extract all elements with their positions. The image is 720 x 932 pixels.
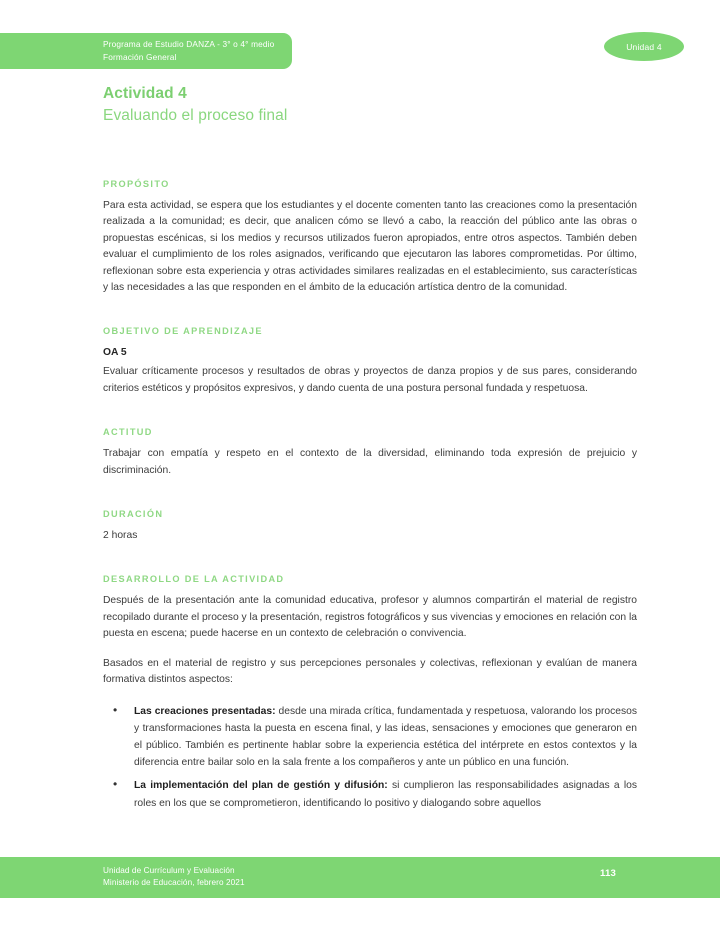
page-title: Actividad 4 <box>103 85 187 102</box>
bullet-text: desde una mirada crítica, fundamentada y respetuosa, valorando los procesos y transformaciones hasta la puesta en escena final, y las ideas, sensaciones y emociones que generaron en el público. También es pertinente hablar sobre la experiencia estética del intérprete en estos contextos y la diferencia entre bailar solo en la sala frente a los compañeros y ante un público en una función. <box>134 705 637 769</box>
duracion-body: 2 horas <box>103 530 138 542</box>
section-heading-duracion: DURACIÓN <box>103 509 164 520</box>
bullet-text: si cumplieron las responsabilidades asignadas a los roles en los que se comprometieron, identificando lo positivo y dialogando sobre aquellos <box>134 780 637 809</box>
page-number: 113 <box>600 868 617 879</box>
page-subtitle: Evaluando el proceso final <box>103 107 288 124</box>
page-footer <box>0 857 720 898</box>
unit-badge-label: Unidad 4 <box>626 41 662 52</box>
page-content <box>103 84 637 818</box>
desarrollo-bullet-list <box>103 703 637 812</box>
program-header-band <box>0 33 292 69</box>
proposito-body: Para esta actividad, se espera que los estudiantes y el docente comenten tanto las creaciones como la presentación realizada a la comunidad; es decir, que analicen cómo se llevó a cabo, la reacción del público ante las obras o propuestas escénicas, si los medios y recursos utilizados fueron apropiados, entre otros aspectos. También deben evaluar el cumplimiento de los roles asignados, verificando que ejecutaron las labores comprometidas. Por último, reflexionan sobre esta experiencia y otras actividades similares realizadas en el establecimiento, sus características y las necesidades a las que responden en el ámbito de la educación artística dentro de la comunidad. <box>103 200 637 294</box>
footer-line1: Unidad de Currículum y Evaluación <box>103 866 235 875</box>
list-item <box>103 777 637 811</box>
footer-line2: Ministerio de Educación, febrero 2021 <box>103 878 245 888</box>
bullet-lead: La implementación del plan de gestión y difusión: <box>134 780 388 792</box>
desarrollo-paragraph-1: Después de la presentación ante la comunidad educativa, profesor y alumnos compartirán el material de registro recopilado durante el proceso y la presentación, registros fotográficos y sus vivencias y emociones en relación con la puesta en escena; puede hacerse en un contexto de celebración o convivencia. <box>103 595 638 640</box>
section-heading-proposito: PROPÓSITO <box>103 179 170 189</box>
actitud-body: Trabajar con empatía y respeto en el contexto de la diversidad, eliminando toda expresión de prejuicio y discriminación. <box>103 448 637 476</box>
footer-text-block <box>103 865 245 890</box>
program-header-line1: Programa de Estudio DANZA - 3° o 4° medio <box>103 39 275 49</box>
section-heading-actitud: ACTITUD <box>103 427 153 438</box>
section-heading-desarrollo: DESARROLLO DE LA ACTIVIDAD <box>103 574 285 585</box>
objetivo-code: OA 5 <box>103 347 127 359</box>
desarrollo-paragraph-2: Basados en el material de registro y sus percepciones personales y colectivas, reflexionan y evalúan de manera formativa distintos aspectos: <box>103 657 637 686</box>
bullet-lead: Las creaciones presentadas: <box>134 705 276 717</box>
program-header-line2: Formación General <box>103 51 177 62</box>
list-item <box>103 703 637 772</box>
objetivo-body: Evaluar críticamente procesos y resultados de obras y proyectos de danza propios y de sus pares, considerando criterios estéticos y propósitos expresivos, y dando cuenta de una postura personal fundada y respetuosa. <box>103 366 637 394</box>
unit-badge <box>604 32 684 61</box>
section-heading-objetivo: OBJETIVO DE APRENDIZAJE <box>103 326 263 337</box>
